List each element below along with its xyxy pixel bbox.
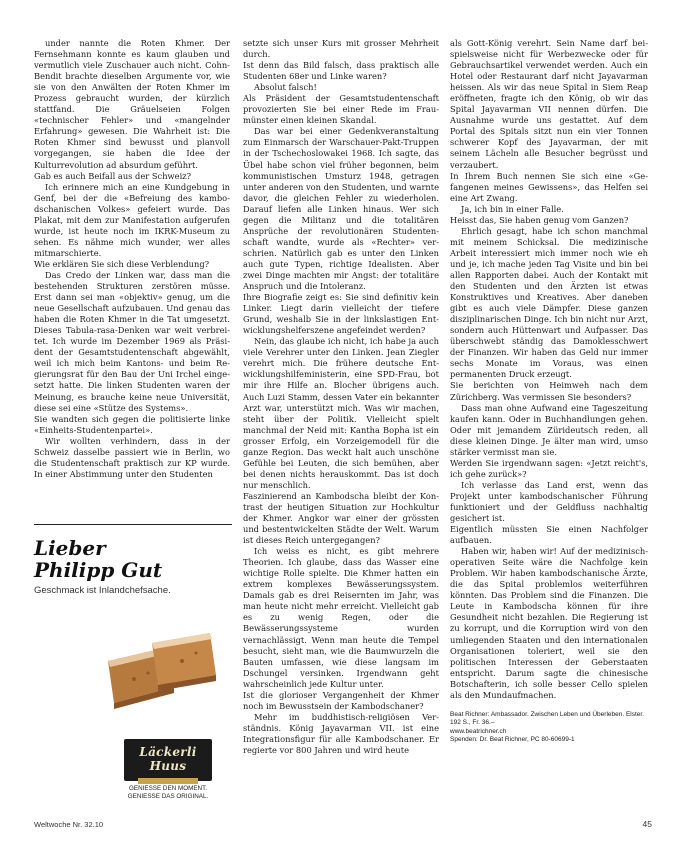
source-donation: Spenden: Dr. Beat Richner, PC 80-60699-1 (450, 736, 575, 744)
interview-question: Wie erklären Sie sich diese Verblendung? (34, 258, 210, 269)
interview-answer: Ich weiss es nicht, es gibt mehrere Theorien. Ich glaube, dass das Wasser eine wichtige Rolle spielte. Die Khmer hatten ein extrem komplexes Bewässerungssystem. Damals gab es drei Reisernten im Jahr, was man heute nicht mehr erreicht. Vielleicht gab es zu wenig Regen, oder die Bewässerungssysteme wurden vernachlässigt. Wenn man heute die Tempel besucht, sieht man, wie die Baumwurzeln die Bauten umfassen, wie diese langsam im Dschungel versinken. Irgendwann geht wahrscheinlich jede Kultur unter. (243, 546, 439, 689)
gingerbread-image (104, 621, 218, 713)
interview-question: Ist denn das Bild falsch, dass praktisch alle Studenten 68er und Linke waren? (243, 60, 439, 82)
interview-answer: Ich verlasse das Land erst, wenn das Projekt unter kambodschanischer Führung funktioniert und der Geldfluss nachhaltig gesichert ist. (450, 479, 648, 524)
brand-logo-text: Läckerli Huus (139, 745, 197, 773)
interview-question: Sie wandten sich gegen die politisierte linke «Einheits-Studentenpartei». (34, 413, 230, 435)
interview-answer: Ehrlich gesagt, habe ich schon manchmal mit meinem Schicksal. Die medizinische Arbeit interessiert mich immer noch wie eh und je, ich mache jeden Tag Visite und bin bei allen Rapporten dabei. Auch der Kontakt mit den Studenten und den Ärzten ist etwas Konstruktives und Kreatives. Aber daneben gibt es auch viele Dämpfer. Diese ganzen disziplinarischen Dinge. Ich bin nicht nur Arzt, sondern auch Hüttenwart und Aufpasser. Das überschwebt ständig das Damoklesschwert der Finanzen. Wir haben das Geld nur immer sechs Monate im Voraus, was einen permanenten Druck erzeugt. (450, 225, 648, 380)
ad-slogan-line2: GENIESSE DAS ORIGINAL. (127, 792, 209, 800)
interview-question: Heisst das, Sie haben genug vom Ganzen? (450, 214, 629, 225)
article-column-3 (450, 38, 648, 744)
interview-answer: Haben wir, haben wir! Auf der medizinisch-operativen Seite wäre die Nachfolge kein Problem. Wir haben kambodschanische Ärzte, die das Spital problemlos weiterführen könnten. Das Problem sind die Finanzen. Die Leute in Kambodscha können für ihre Gesundheit nicht bezahlen. Die Regierung ist zu korrupt, und die Korruption wird von den umliegenden Staaten und den internationalen Organisationen toleriert, weil sie den politischen Interessen der Geberstaaten entspricht. Darum sagte die chinesische Botschafterin, ich solle besser Cello spielen als den Mundaufmachen. (450, 546, 648, 700)
ad-headline (34, 537, 232, 581)
source-website: www.beatrichner.ch (450, 727, 507, 735)
ad-slogan (118, 785, 218, 801)
interview-question: Als Präsident der Gesamtstudentenschaft provozierten Sie bei einer Rede im Fraumünster einen kleinen Skandal. (243, 93, 439, 126)
ad-brand (118, 739, 218, 801)
interview-question: Eigentlich müssten Sie einen Nachfolger aufbauen. (450, 524, 648, 546)
interview-answer: Das Credo der Linken war, dass man die bestehenden Strukturen zerstören müsse. Erst dann sei man «objektiv» genug, um die neue Gesellschaft aufzubauen. Und genau das haben die Roten Khmer in die Tat umgesetzt. Dieses Tabula-rasa-Denken war weit verbreitet. Ich wurde im Dezember 1969 als Präsident der Gesamtstudentenschaft abgewählt, weil ich mich beim Kantons- und beim Regierungsrat für den Bau der Uni Irchel eingesetzt hatte. Die linken Studenten waren der Meinung, es brauche keine neue Universität, diese sei eine «Stütze des Systems». (34, 269, 230, 413)
ad-headline-line2: Philipp Gut (34, 558, 163, 582)
column-3-body (450, 38, 648, 701)
interview-question: Werden Sie irgendwann sagen: «Jetzt reicht's, ich gehe zurück»? (450, 457, 648, 479)
advertisement[interactable] (34, 524, 232, 810)
article-column-2 (243, 38, 439, 756)
interview-answer: Wir wollten verhindern, dass in der Schweiz dasselbe passiert wie in Berlin, wo die Studentenschaft praktisch zur KP wurde. In einer Abstimmung unter den Studenten (34, 435, 230, 479)
interview-question: Faszinierend an Kambodscha bleibt der Kontrast der heutigen Situation zur Hochkultur der Khmer. Angkor war einer der grössten und bestentwickelten Städte der Welt. Warum ist dieses Reich untergegangen? (243, 490, 439, 546)
interview-answer: Das war bei einer Gedenkveranstaltung zum Einmarsch der Warschauer-Pakt-Truppen in der Tschechoslowakei 1968. Ich sagte, das Übel habe schon viel früher begonnen, beim kommunistischen Umsturz 1948, getragen unter anderen von den Studenten, und warnte davor, die gleichen Fehler zu wiederholen. Darauf liefen alle Linken hinaus. Wer sich gegen die Militanz und die totalitären Ansprüche der revolutionären Studentenschaft wandte, wurde als «Rechter» verschrien. Natürlich gab es unter den Linken auch gute Typen, richtige Idealisten. Aber zwei Dinge machten mir Angst: der totalitäre Anspruch und die Intoleranz. (243, 126, 439, 292)
interview-answer: Dass man ohne Aufwand eine Tageszeitung kaufen kann. Oder in Buchhandlungen gehen. Oder mit jemandem Zürideutsch reden, all diese kleinen Dinge. Je älter man wird, umso stärker vermisst man sie. (450, 402, 648, 457)
interview-question: Gab es auch Beifall aus der Schweiz? (34, 170, 192, 181)
source-note (450, 711, 648, 745)
interview-answer: under nannte die Roten Khmer. Der Fernsehmann konnte es kaum glauben und vermutlich viele Zuschauer auch nicht. Cohn-Bendit brachte dieselben Argumente vor, wie sie von den Anwälten der Roten Khmer im Prozess gebraucht wurden, der kürzlich stattfand. Die Gräuelseien Folgen «technischer Fehler» und «mangelnder Erfahrung» gewesen. Die Wahrheit ist: Die Roten Khmer sind bewusst und planvoll vorgegangen, sie haben die Idee der Kulturrevolution ad absurdum geführt. (34, 38, 230, 170)
ad-slogan-line1: GENIESSE DEN MOMENT. (128, 785, 208, 792)
interview-question: Ist die glorioser Vergangenheit der Khmer noch im Bewusstsein der Kambodschaner? (243, 689, 439, 711)
ad-subtitle: Geschmack ist Inlandchefsache. (34, 585, 171, 596)
interview-question: Ihre Biografie zeigt es: Sie sind definitiv kein Linker. Liegt darin vielleicht der tiefere Grund, weshalb Sie in der linkslastigen Entwicklungshelferszene angefeindet werden? (243, 292, 439, 336)
interview-question: Sie berichten von Heimweh nach dem Zürichberg. Was vermissen Sie besonders? (450, 380, 648, 402)
interview-question: In Ihrem Buch nennen Sie sich eine «Gefangenen meines Gewissens», das Helfen sei eine Art Zwang. (450, 170, 648, 203)
interview-answer: Absolut falsch! (254, 82, 317, 93)
brand-logo-bar (138, 778, 198, 784)
brand-logo (124, 739, 212, 781)
source-book: Beat Richner: Ambassador. Zwischen Leben und Überleben. Elster. 192 S., Fr. 36.– (450, 710, 645, 727)
page-number: 45 (642, 819, 652, 829)
ad-headline-line1: Lieber (34, 536, 106, 560)
interview-answer: als Gott-König verehrt. Sein Name darf beispielsweise nicht für Werbezwecke oder für Gebrauchsartikel verwendet werden. Auch ein Hotel oder Restaurant darf nicht Jayavarman heissen. Als wir das neue Spital in Siem Reap eröffneten, fragte ich den König, ob wir das Spital Jayavarman VII nennen dürfen. Die Ausnahme wurde uns gestattet. Auf dem Portal des Spitals sitzt nun ein vier Tonnen schwerer Kopf des Jayavarman, der mit seinem Lächeln alle Besucher begrüsst und verzaubert. (450, 38, 648, 170)
interview-answer: Nein, das glaube ich nicht, ich habe ja auch viele Verehrer unter den Linken. Jean Ziegler verehrt mich. Die frühere deutsche Entwicklungshilfeministerin, eine SPD-Frau, bot mir ihre Hilfe an. Blocher übrigens auch. Auch Luzi Stamm, dessen Vater ein bekannter Arzt war, unterstützt mich. Was wir machen, steht über der Politik. Vielleicht spielt manchmal der Neid mit: Kantha Bopha ist ein grosser Erfolg, ein Vorzeigemodell für die ganze Region. Das weckt halt auch unschöne Gefühle bei Leuten, die sich bemühen, aber bei denen nichts herauskommt. Das ist doch nur menschlich. (243, 336, 439, 490)
interview-answer: Ja, ich bin in einer Falle. (461, 203, 564, 214)
article-column-1 (34, 38, 230, 480)
interview-answer: setzte sich unser Kurs mit grosser Mehrheit durch. (243, 38, 439, 60)
interview-answer: Ich erinnere mich an eine Kundgebung in Genf, bei der die «Befreiung des kambodschanischen Volkes» gefeiert wurde. Das Plakat, mit dem zur Manifestation aufgerufen wurde, ist heute noch im IKRK-Museum zu sehen. Es nähme mich wunder, wer alles mitmarschierte. (34, 181, 230, 258)
interview-answer: Mehr im buddhistisch-religiösen Verständnis. König Jayavarman VII. ist eine Integrationsfigur für alle Kambodschaner. Er regierte vor 800 Jahren und wird heute (243, 711, 439, 755)
issue-label: Weltwoche Nr. 32.10 (34, 820, 104, 829)
